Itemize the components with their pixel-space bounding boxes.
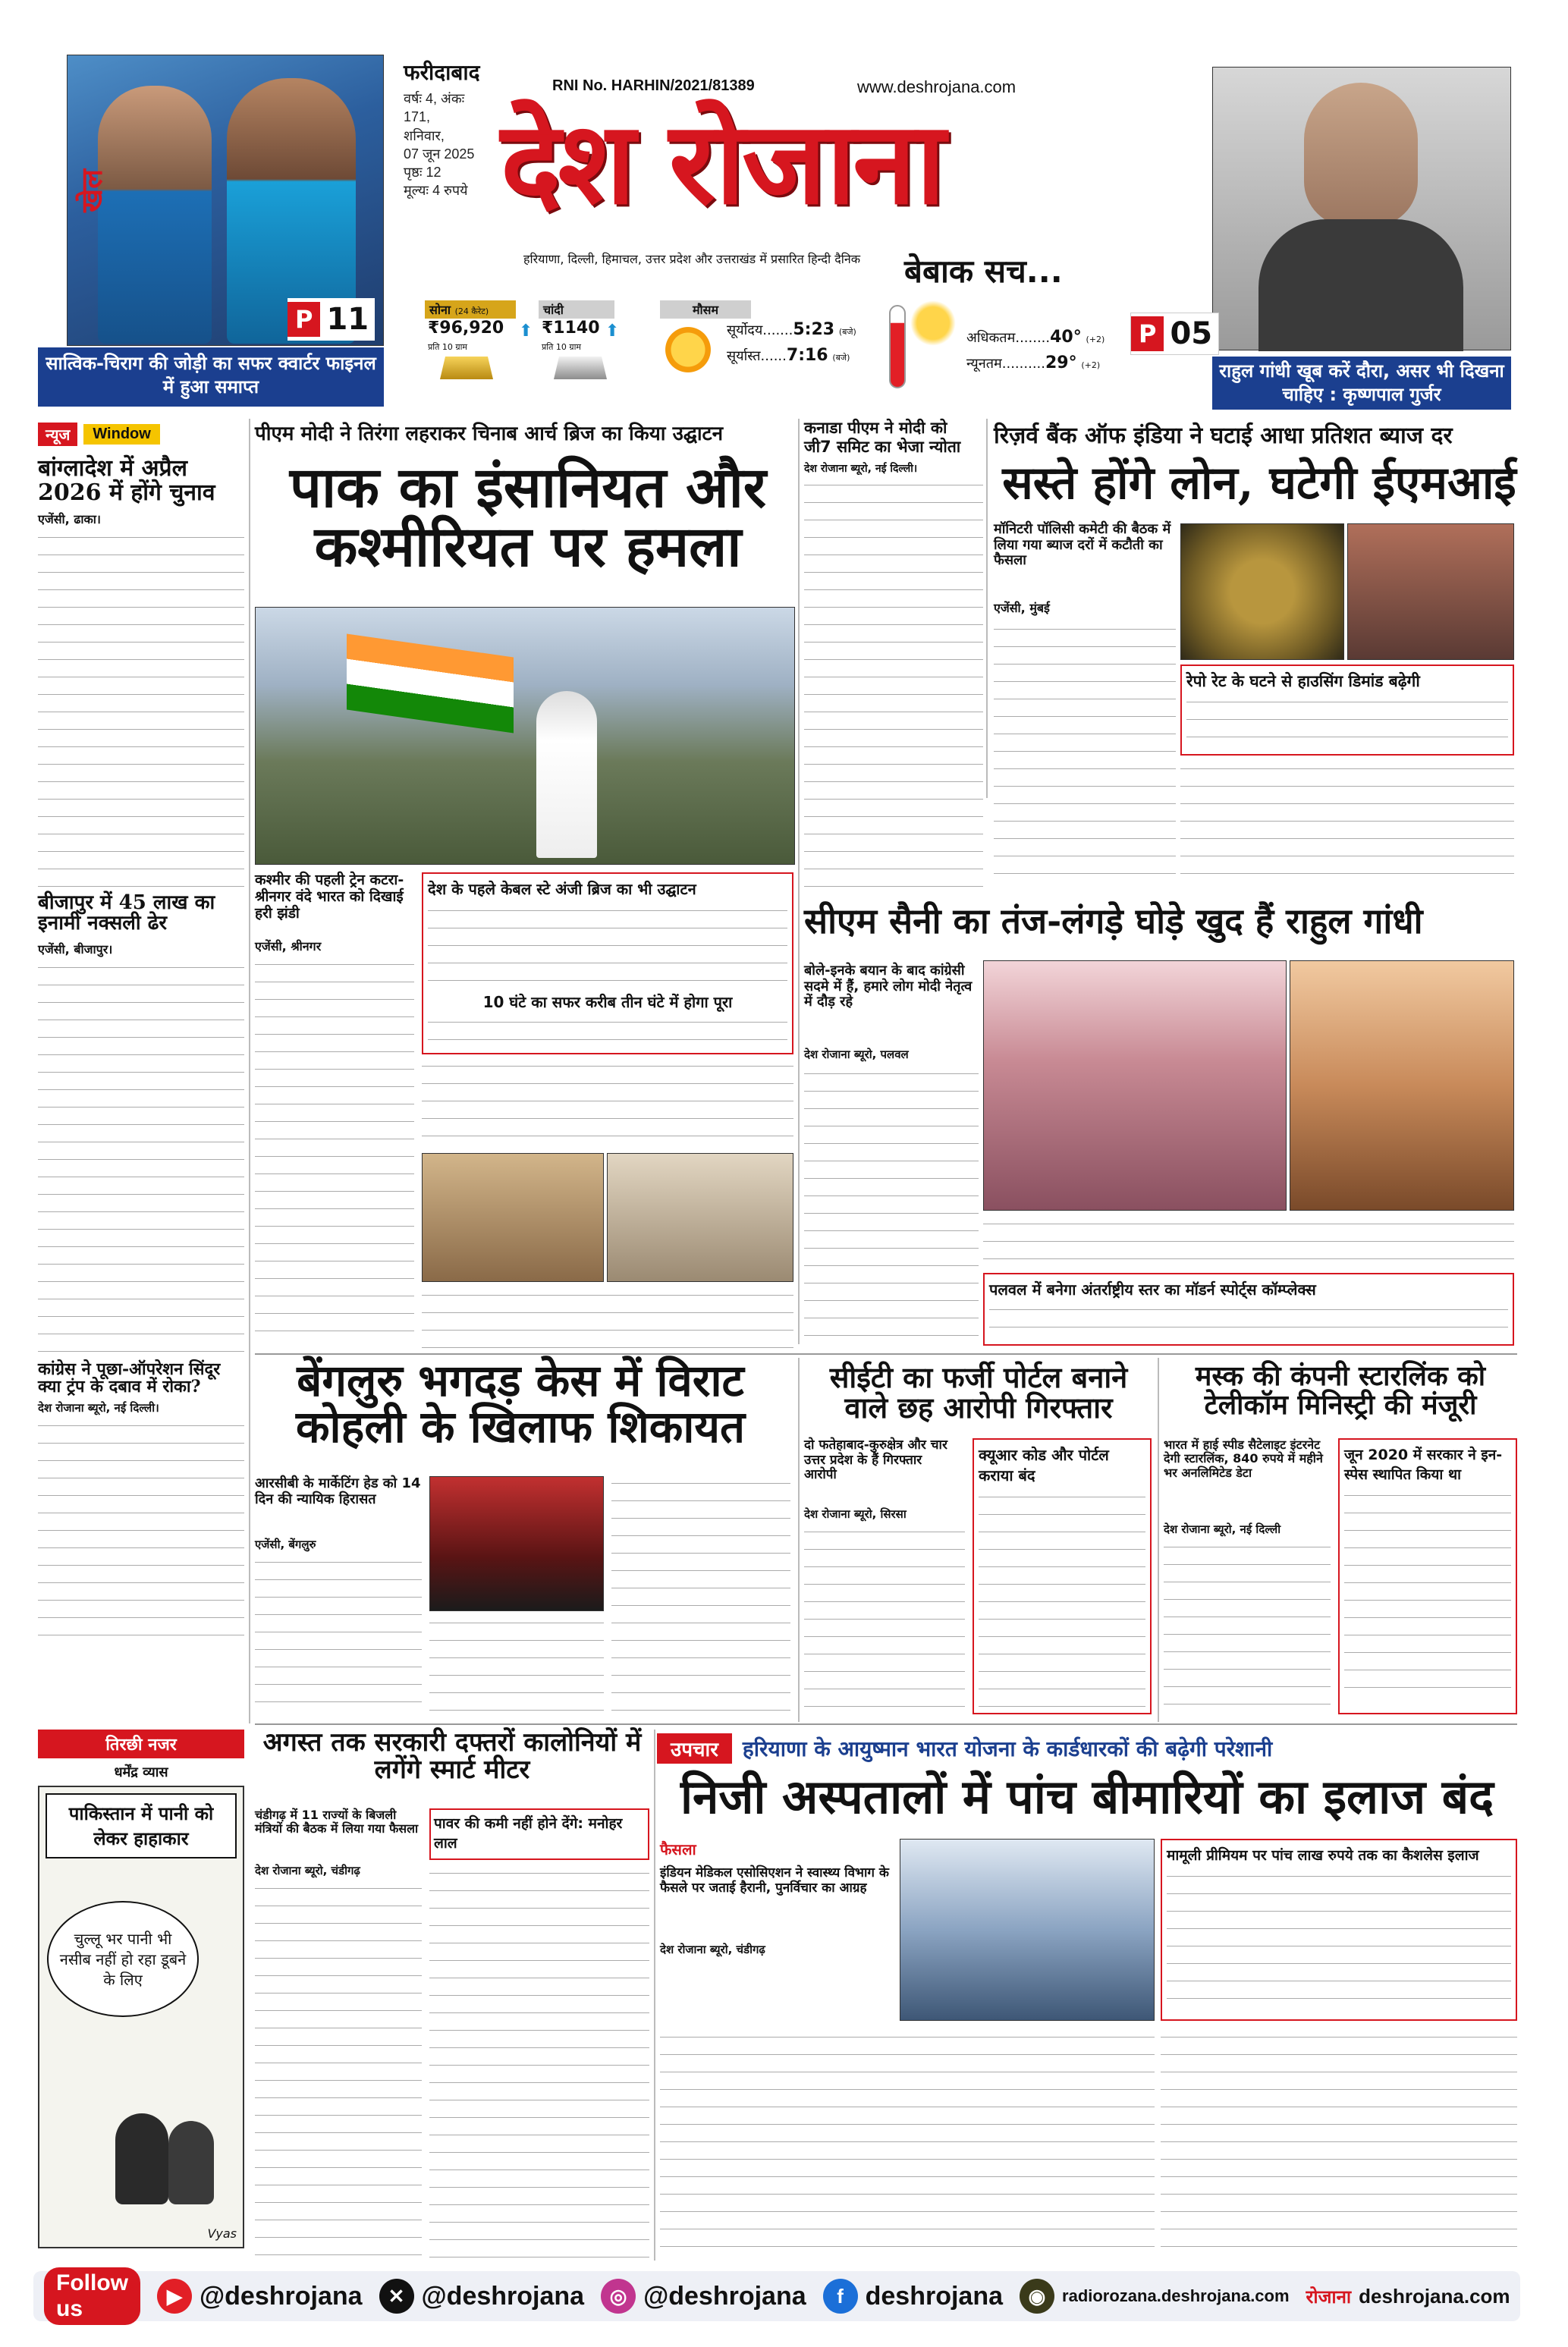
- gold-label: सोना (24 कैरेट): [425, 300, 516, 319]
- body-text: [255, 957, 414, 1337]
- rni-number: RNI No. HARHIN/2021/81389: [552, 77, 755, 94]
- body-text: [1161, 2030, 1517, 2257]
- x-link[interactable]: ✕ @deshrojana: [379, 2279, 585, 2314]
- website-footer-link[interactable]: रोजाना deshrojana.com: [1306, 2284, 1510, 2308]
- rbi-bullet[interactable]: मॉनिटरी पॉलिसी कमेटी की बैठक में लिया गया ब्याज दरों में कटौती का फैसला: [994, 521, 1171, 569]
- ayushman-label: उपचार: [657, 1733, 732, 1764]
- youtube-link[interactable]: ▶ @deshrojana: [157, 2279, 363, 2314]
- body-text: [1167, 1869, 1511, 2006]
- radio-icon: ◉: [1020, 2279, 1054, 2314]
- market-strip: [425, 300, 1123, 399]
- instagram-link[interactable]: ◎ @deshrojana: [601, 2279, 806, 2314]
- box-headline: मामूली प्रीमियम पर पांच लाख रुपये तक का कैशलेस इलाज: [1167, 1847, 1479, 1864]
- min-temp: न्यूनतम..........29° (+2): [966, 353, 1101, 372]
- body-text: [660, 2030, 1155, 2257]
- body-text: [422, 1288, 793, 1349]
- cartoon-caption-box: पाकिस्तान में पानी को लेकर हाहाकार: [46, 1793, 237, 1858]
- dateline: देश रोजाना ब्यूरो, नई दिल्ली: [1164, 1522, 1281, 1536]
- box-subhead: 10 घंटे का सफर करीब तीन घंटे में होगा पूरा: [482, 993, 733, 1011]
- radio-link[interactable]: ◉ radiorozana.deshrojana.com: [1020, 2279, 1290, 2314]
- headline-bangladesh[interactable]: बांग्लादेश में अप्रैल 2026 में होंगे चुनाव: [38, 455, 215, 506]
- body-text: [1186, 695, 1508, 748]
- body-text: [1164, 1540, 1331, 1714]
- crow-figure-1: [115, 2113, 168, 2204]
- news-window-column: [38, 419, 244, 1708]
- news-window-header: न्यूज Window: [38, 419, 244, 449]
- body-text: [979, 1490, 1145, 1710]
- right-politician-photo[interactable]: [1212, 67, 1511, 350]
- city: फरीदाबाद: [404, 60, 480, 85]
- inspace-box[interactable]: [1338, 1438, 1517, 1714]
- body-text: [989, 1302, 1508, 1340]
- speech-bubble: चुल्लू भर पानी भी नसीब नहीं हो रहा डूबने के लिए: [47, 1901, 199, 2017]
- dateline: एजेंसी, बीजापुर।: [38, 941, 113, 957]
- body-text: [255, 1881, 422, 2261]
- lead-kicker[interactable]: पीएम मोदी ने तिरंगा लहराकर चिनाब आर्च ब्रिज का किया उद्घाटन: [255, 423, 724, 445]
- ayushman-bullet[interactable]: इंडियन मेडिकल एसोसिएशन ने स्वास्थ्य विभाग के फैसले पर जताई हैरानी, पुनर्विचार का आग्रह: [660, 1865, 889, 1896]
- kohli-bullet[interactable]: आरसीबी के मार्केटिंग हेड को 14 दिन की न्यायिक हिरासत: [255, 1475, 421, 1507]
- body-text: [38, 960, 244, 1355]
- brand-mark: रोजाना: [1306, 2286, 1352, 2308]
- max-temp: अधिकतम........40° (+2): [966, 328, 1105, 347]
- follow-us-label: Follow us: [44, 2267, 140, 2325]
- player-figure-1: [98, 86, 212, 344]
- body-text: [1180, 762, 1514, 891]
- saini-bullet[interactable]: बोले-इनके बयान के बाद कांग्रेसी सदमे में हैं, हमारे लोग मोदी नेतृत्व में दौड़ रहे: [804, 963, 973, 1010]
- body-text: [804, 478, 983, 894]
- bp-monitor-photo[interactable]: [900, 1839, 1155, 2021]
- cartoon-section: [38, 1730, 244, 2261]
- rbi-logo-photo[interactable]: [1180, 523, 1344, 660]
- silver-label: चांदी: [539, 300, 614, 319]
- lead-headline[interactable]: पाक का इंसानियत और कश्मीरियत पर हमला: [289, 455, 767, 580]
- cet-headline[interactable]: सीईटी का फर्जी पोर्टल बनाने वाले छह आरोपी गिरफ्तार: [829, 1360, 1128, 1425]
- box-headline: पावर की कमी नहीं होने देंगे: मनोहर लाल: [434, 1815, 623, 1852]
- ayushman-strip[interactable]: [657, 1731, 1517, 1766]
- arrow-up-icon: ⬆: [519, 322, 533, 341]
- dateline: एजेंसी, मुंबई: [994, 601, 1050, 615]
- sun-large-icon: [910, 300, 956, 346]
- body-text: [1344, 1488, 1511, 1701]
- box-headline: पलवल में बनेगा अंतर्राष्ट्रीय स्तर का मॉडर्न स्पोर्ट्स कॉम्प्लेक्स: [989, 1280, 1316, 1299]
- thermometer-icon: [889, 305, 906, 388]
- silver-price: ₹1140: [542, 319, 600, 338]
- cashless-box[interactable]: [1161, 1839, 1517, 2021]
- body-text: [38, 1419, 244, 1646]
- lead-side-bullet[interactable]: कश्मीर की पहली ट्रेन कटरा-श्रीनगर वंदे भारत को दिखाई हरी झंडी: [255, 872, 404, 922]
- box-headline: देश के पहले केबल स्टे अंजी ब्रिज का भी उद्घाटन: [428, 880, 696, 898]
- starlink-bullet[interactable]: भारत में हाई स्पीड सैटेलाइट इंटरनेट देगी स्टारलिंक, 840 रुपये में महीने भर अनलिमिटेड डेटा: [1164, 1437, 1323, 1480]
- x-icon: ✕: [379, 2279, 414, 2314]
- repo-rate-box[interactable]: [1180, 665, 1514, 756]
- g7-headline[interactable]: कनाडा पीएम ने मोदी को जी7 समिट का भेजा न्योता: [804, 419, 961, 457]
- footer-bar: [33, 2271, 1520, 2321]
- sports-complex-box[interactable]: [983, 1273, 1514, 1346]
- weather-label: मौसम: [660, 300, 751, 319]
- body-text: [429, 1616, 604, 1714]
- masthead: [0, 0, 1568, 410]
- power-shortage-box[interactable]: [429, 1808, 649, 1860]
- box-headline: जून 2020 में सरकार ने इन-स्पेस स्थापित किया था: [1344, 1447, 1503, 1483]
- portrait-head: [1304, 83, 1418, 227]
- ayushman-headline[interactable]: निजी अस्पतालों में पांच बीमारियों का इलाज बंद: [680, 1769, 1494, 1824]
- sunrise-row: सूर्योदय.......5:23 (बजे): [727, 320, 856, 339]
- page-ref-right[interactable]: P 05: [1130, 313, 1219, 355]
- box-headline: रेपो रेट के घटने से हाउसिंग डिमांड बढ़ेगी: [1186, 672, 1420, 690]
- dateline: एजेंसी, बेंगलुरु: [255, 1538, 316, 1551]
- sunset-row: सूर्यास्त......7:16 (बजे): [727, 346, 850, 365]
- body-text: [611, 1476, 790, 1714]
- rbi-headline[interactable]: सस्ते होंगे लोन, घटेगी ईएमआई: [1002, 457, 1516, 510]
- left-caption[interactable]: सात्विक-चिराग की जोड़ी का सफर क्वार्टर फाइनल में हुआ समाप्त: [38, 347, 384, 407]
- newspaper-title: देश रोजाना: [501, 96, 943, 230]
- body-text: [428, 903, 787, 987]
- body-text: [422, 1059, 793, 1150]
- page-ref-left[interactable]: P 11: [288, 298, 375, 341]
- dateline: देश रोजाना ब्यूरो, सिरसा: [804, 1507, 907, 1521]
- cartoon-section-title: तिरछी नजर: [38, 1730, 244, 1758]
- facebook-icon: f: [823, 2279, 858, 2314]
- sun-icon: [661, 323, 715, 376]
- gold-price: ₹96,920: [428, 319, 504, 338]
- tagline: हरियाणा, दिल्ली, हिमाचल, उत्तर प्रदेश और उत्तराखंड में प्रसारित हिन्दी दैनिक: [523, 252, 861, 266]
- body-text: [804, 1067, 979, 1347]
- gold-bars-icon: [440, 357, 493, 379]
- cartoon-author: धर्मेंद्र व्यास: [114, 1764, 168, 1780]
- body-text: [994, 622, 1176, 880]
- instagram-icon: ◎: [601, 2279, 636, 2314]
- cable-bridge-box[interactable]: [422, 872, 793, 1054]
- youtube-icon: ▶: [157, 2279, 192, 2314]
- photo-modi-speech[interactable]: [422, 1153, 604, 1282]
- dateline: देश रोजाना ब्यूरो, पलवल: [804, 1048, 909, 1061]
- photo-omar-abdullah[interactable]: [607, 1153, 793, 1282]
- body-text: [804, 1525, 965, 1714]
- body-text: [983, 1217, 1514, 1270]
- dateline: देश रोजाना ब्यूरो, नई दिल्ली।: [38, 1400, 159, 1415]
- flag-icon: [347, 634, 514, 734]
- slogan: बेबाक सच...: [904, 253, 1063, 290]
- headline-sindoor[interactable]: कांग्रेस ने पूछा-ऑपरेशन सिंदूर क्या ट्रंप के दबाव में रोका?: [38, 1359, 221, 1397]
- silver-bars-icon: [554, 357, 607, 379]
- faisla-label: फैसला: [660, 1840, 696, 1858]
- rbi-kicker[interactable]: रिज़र्व बैंक ऑफ इंडिया ने घटाई आधा प्रतिशत ब्याज दर: [994, 423, 1453, 449]
- left-sports-photo[interactable]: [67, 55, 384, 346]
- qr-portal-box[interactable]: [973, 1438, 1152, 1714]
- arrow-up-icon: ⬆: [605, 322, 620, 341]
- dateline: एजेंसी, श्रीनगर: [255, 939, 322, 954]
- cartoon-panel[interactable]: [38, 1786, 244, 2248]
- facebook-link[interactable]: f deshrojana: [823, 2279, 1003, 2314]
- dateline: देश रोजाना ब्यूरो, नई दिल्ली।: [804, 463, 918, 475]
- starlink-headline[interactable]: मस्क की कंपनी स्टारलिंक को टेलीकॉम मिनिस्ट्री की मंजूरी: [1195, 1360, 1486, 1421]
- cartoon-signature: Vyas: [207, 2226, 237, 2241]
- figure-modi: [536, 691, 597, 858]
- issue-meta: वर्षः 4, अंकः 171, शनिवार, 07 जून 2025 पृष्ठः 12 मूल्यः 4 रुपये: [404, 91, 475, 199]
- box-headline: क्यूआर कोड और पोर्टल कराया बंद: [979, 1446, 1109, 1485]
- body-text: [255, 1555, 422, 1714]
- dateline: एजेंसी, ढाका।: [38, 512, 101, 526]
- portrait-body: [1258, 219, 1463, 351]
- headline-bijapur[interactable]: बीजापुर में 45 लाख का इनामी नक्सली ढेर: [38, 891, 215, 935]
- website-link[interactable]: www.deshrojana.com: [857, 77, 1017, 96]
- crow-figure-2: [168, 2121, 214, 2204]
- body-text: [429, 1866, 649, 2261]
- body-text: [428, 1015, 787, 1053]
- saini-crowd-photo[interactable]: [983, 960, 1287, 1211]
- kohli-headline[interactable]: बेंगलुरु भगदड़ केस में विराट कोहली के खिलाफ शिकायत: [295, 1355, 746, 1453]
- body-text: [38, 530, 244, 887]
- dateline: देश रोजाना ब्यूरो, चंडीगढ़: [660, 1943, 765, 1956]
- meter-bullet[interactable]: चंडीगढ़ में 11 राज्यों के बिजली मंत्रियों की बैठक में लिया गया फैसला: [255, 1808, 419, 1836]
- rbi-governor-photo[interactable]: [1347, 523, 1514, 660]
- ayushman-kicker: हरियाणा के आयुष्मान भारत योजना के कार्डधारकों की बढ़ेगी परेशानी: [742, 1736, 1273, 1761]
- saini-stage-photo[interactable]: [1290, 960, 1514, 1211]
- saini-headline[interactable]: सीएम सैनी का तंज-लंगड़े घोड़े खुद हैं राहुल गांधी: [804, 900, 1423, 941]
- lead-photo-bridge[interactable]: [255, 607, 795, 865]
- right-caption[interactable]: राहुल गांधी खूब करें दौरा, असर भी दिखना चाहिए : कृष्णपाल गुर्जर: [1212, 357, 1511, 410]
- section-label-sports: खेल: [75, 169, 108, 212]
- silver-note: प्रति 10 ग्राम: [542, 342, 581, 352]
- dateline: देश रोजाना ब्यूरो, चंडीगढ़: [255, 1864, 360, 1877]
- meter-headline[interactable]: अगस्त तक सरकारी दफ्तरों कालोनियों में लगेंगे स्मार्ट मीटर: [262, 1727, 642, 1785]
- kohli-photo[interactable]: [429, 1476, 604, 1611]
- cet-bullet[interactable]: दो फतेहाबाद-कुरुक्षेत्र और चार उत्तर प्रदेश के हैं गिरफ्तार आरोपी: [804, 1437, 947, 1483]
- gold-note: प्रति 10 ग्राम: [428, 342, 467, 352]
